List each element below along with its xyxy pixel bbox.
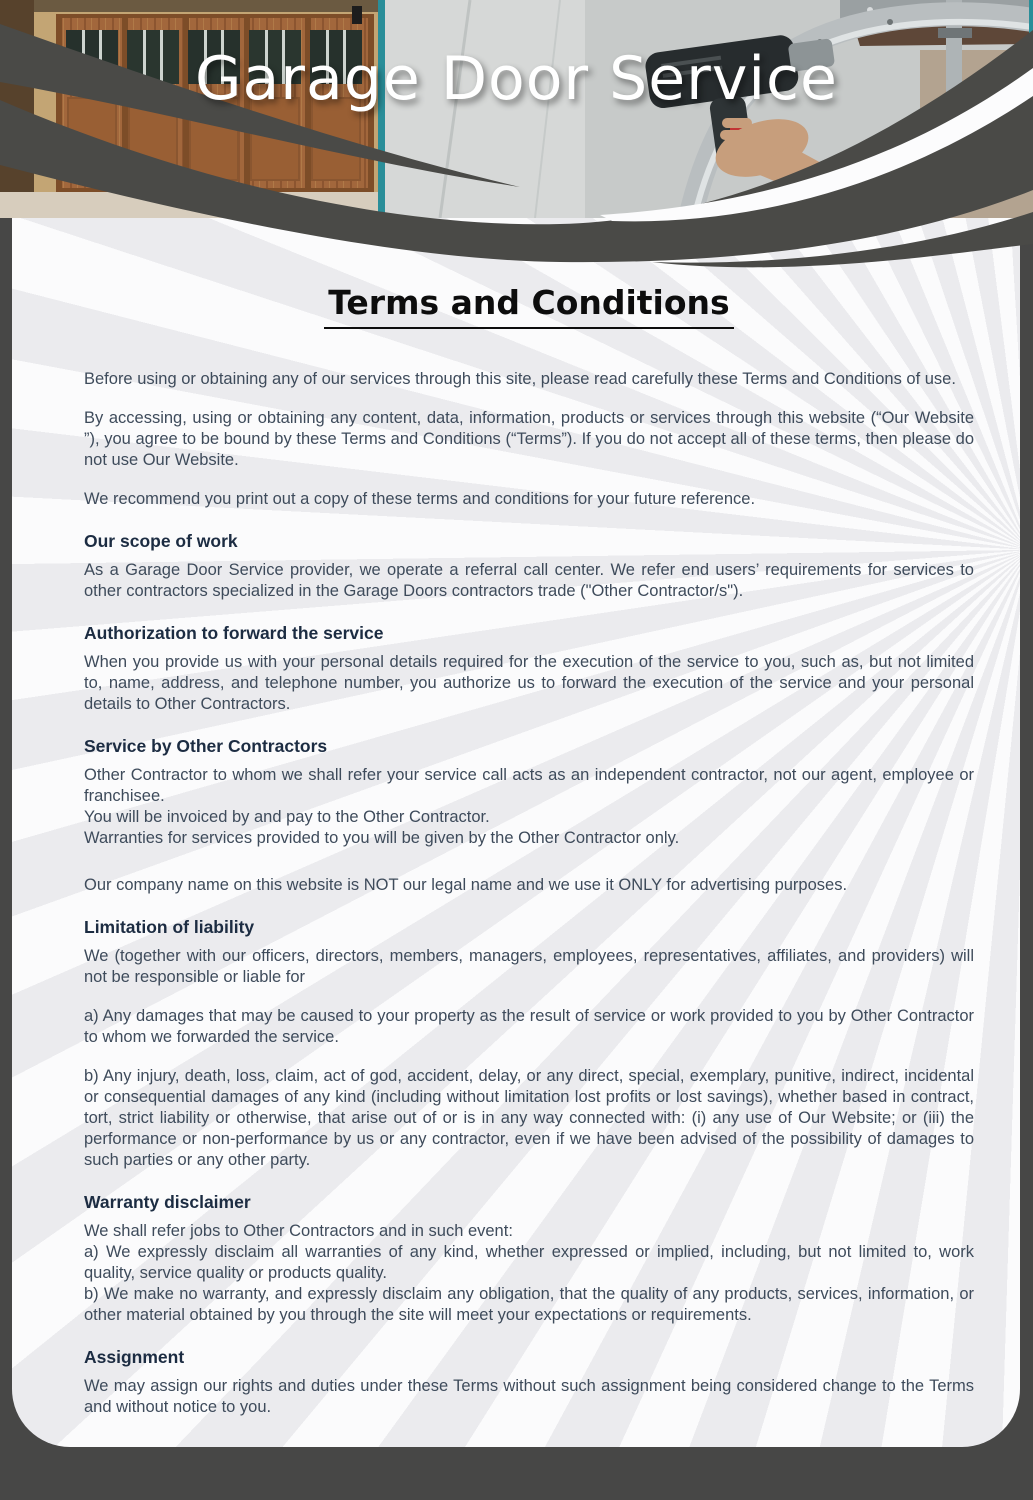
paragraph: We recommend you print out a copy of these terms and conditions for your future reference. xyxy=(84,490,756,508)
paragraph: Warranties for services provided to you will be given by the Other Contractor only. xyxy=(84,829,680,847)
rail-bracket xyxy=(938,28,972,38)
paragraph: You will be invoiced by and pay to the Other Contractor. xyxy=(84,808,490,826)
paragraph: We shall refer jobs to Other Contractors and in such event: xyxy=(84,1222,513,1240)
paragraph: Other Contractor to whom we shall refer your service call acts as an independent contractor, not our agent, employee or franchisee. xyxy=(84,766,974,805)
paragraph: As a Garage Door Service provider, we operate a referral call center. We refer end users’ requirements for services to other contractors specialized in the Garage Doors contractors trade ("Other Contractor/s"). xyxy=(84,561,974,600)
porch-lamp xyxy=(352,6,362,24)
section-heading: Limitation of liability xyxy=(84,917,255,937)
section-heading: Our scope of work xyxy=(84,531,238,551)
document xyxy=(84,283,974,1418)
section-heading: Warranty disclaimer xyxy=(84,1192,251,1212)
paragraph: Before using or obtaining any of our services through this site, please read carefully these Terms and Conditions of use. xyxy=(84,370,956,388)
section-heading: Assignment xyxy=(84,1347,185,1367)
paragraph: b) We make no warranty, and expressly disclaim any obligation, that the quality of any products, services, information, or other material obtained by you through the site will meet your expectations or requirements. xyxy=(84,1285,974,1324)
paragraph: We (together with our officers, directors, members, managers, employees, representatives, affiliates, and providers) will not be responsible or liable for xyxy=(84,947,974,986)
paragraph: b) Any injury, death, loss, claim, act of god, accident, delay, or any direct, special, exemplary, punitive, indirect, incidental or consequential damages of any kind (including without limitation lost profits or lost savings), whether based in contract, tort, strict liability or otherwise, that arise out of or is in any way connected with: (i) any use of Our Website; or (iii) the performance or non-performance by us or any contractor, even if we have been advised of the possibility of damages to such parties or any other party. xyxy=(84,1067,974,1169)
paragraph: a) Any damages that may be caused to your property as the result of service or work provided to you by Other Contractor to whom we forwarded the service. xyxy=(84,1007,974,1046)
paragraph: Our company name on this website is NOT our legal name and we use it ONLY for advertising purposes. xyxy=(84,876,848,894)
header-banner xyxy=(0,0,1033,292)
page-title-text: Terms and Conditions xyxy=(324,283,733,329)
paragraph: By accessing, using or obtaining any content, data, information, products or services through this website (“Our Website ”), you agree to be bound by these Terms and Conditions (“Terms”). If you do not accept all of these terms, then please do not use Our Website. xyxy=(84,409,974,469)
paragraph: a) We expressly disclaim all warranties of any kind, whether expressed or implied, including, but not limited to, work quality, service quality or products quality. xyxy=(84,1243,974,1282)
paragraph: We may assign our rights and duties under these Terms without such assignment being considered change to the Terms and without notice to you. xyxy=(84,1377,974,1416)
header-title: Garage Door Service xyxy=(195,44,838,114)
section-heading: Service by Other Contractors xyxy=(84,736,328,756)
section-heading: Authorization to forward the service xyxy=(84,623,384,643)
sections-container xyxy=(84,369,974,1418)
paragraph: When you provide us with your personal details required for the execution of the service to you, such as, but not limited to, name, address, and telephone number, you authorize us to forward the execution of the service and your personal details to Other Contractors. xyxy=(84,653,974,713)
